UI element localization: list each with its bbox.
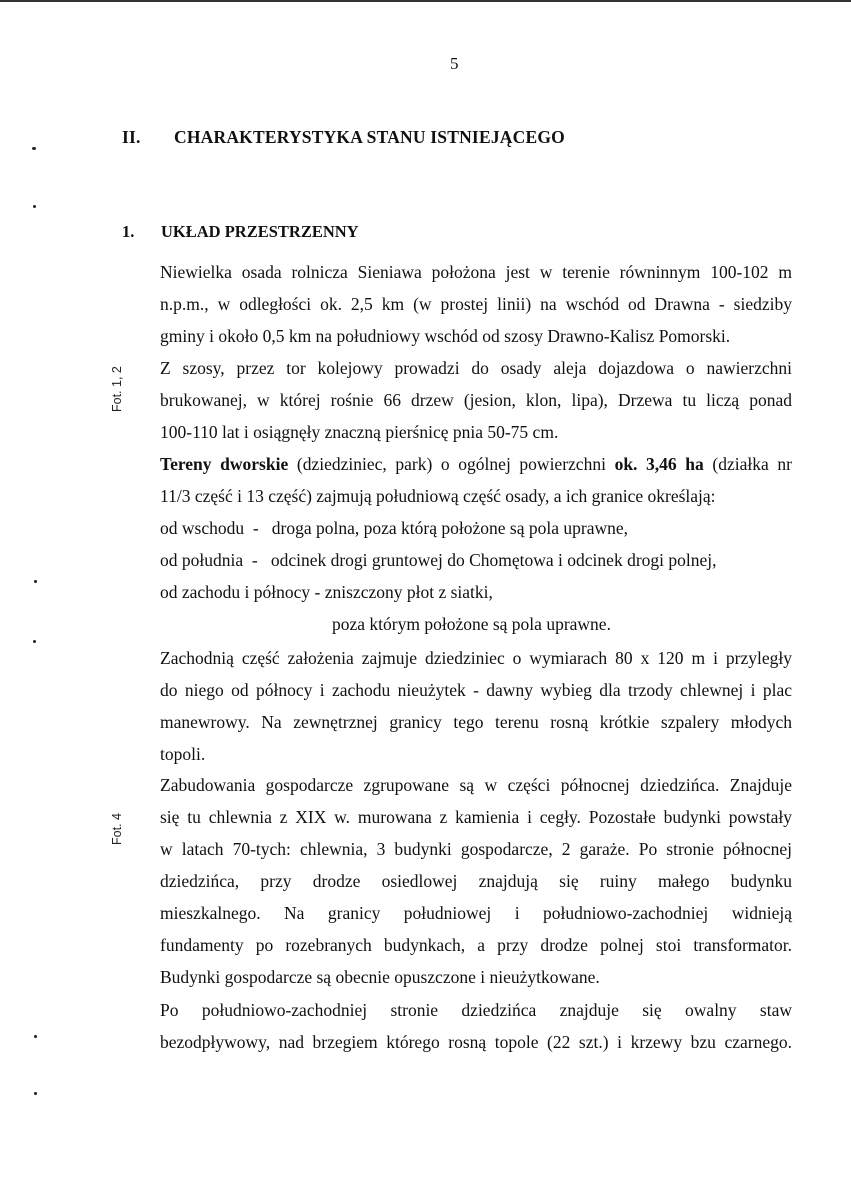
body-line: w latach 70-tych: chlewnia, 3 budynki gospodarcze, 2 garaże. Po stronie północnej [160, 839, 792, 859]
body-line: mieszkalnego. Na granicy południowej i południowo-zachodniej widnieją [160, 903, 792, 923]
scan-speck [34, 1092, 37, 1095]
body-line: Z szosy, przez tor kolejowy prowadzi do osady aleja dojazdowa o nawierzchni [160, 358, 792, 378]
body-line: dziedzińca, przy drodze osiedlowej znajdują się ruiny małego budynku [160, 871, 792, 891]
scan-speck [34, 1035, 37, 1038]
body-line: do niego od północy i zachodu nieużytek - dawny wybieg dla trzody chlewnej i plac [160, 680, 792, 700]
body-line: 100-110 lat i osiągnęły znaczną pierśnicę pnia 50-75 cm. [160, 422, 559, 442]
body-line: n.p.m., w odległości ok. 2,5 km (w prostej linii) na wschód od Drawna - siedziby [160, 294, 792, 314]
inline-text: (dziedziniec, park) o ogólnej powierzchni [288, 454, 615, 474]
scan-top-edge [0, 0, 851, 2]
body-line: Budynki gospodarcze są obecnie opuszczone i nieużytkowane. [160, 967, 600, 987]
body-line: manewrowy. Na zewnętrznej granicy tego terenu rosną krótkie szpalery młodych [160, 712, 792, 732]
section-title: UKŁAD PRZESTRZENNY [161, 222, 359, 241]
body-line: Zabudowania gospodarcze zgrupowane są w części północnej dziedzińca. Znajduje [160, 775, 792, 795]
body-line: gminy i około 0,5 km na południowy wschód od szosy Drawno-Kalisz Pomorski. [160, 326, 731, 346]
scan-speck [32, 147, 36, 150]
bold-area: ok. 3,46 ha [614, 454, 704, 474]
inline-text: (działka nr [703, 454, 792, 474]
body-line: Po południowo-zachodniej stronie dziedzińca znajduje się owalny staw [160, 1000, 792, 1020]
body-line: topoli. [160, 744, 206, 764]
scan-speck [34, 580, 37, 583]
boundary-west-north: od zachodu i północy - zniszczony płot z siatki, [160, 582, 493, 602]
chapter-numeral: II. [122, 127, 141, 147]
scan-speck [33, 205, 36, 208]
margin-note-photo-4: Fot. 4 [110, 813, 124, 845]
bold-term: Tereny dworskie [160, 454, 289, 474]
body-line: brukowanej, w której rośnie 66 drzew (jesion, klon, lipa), Drzewa tu liczą ponad [160, 390, 792, 410]
body-line: bezodpływowy, nad brzegiem którego rosną topole (22 szt.) i krzewy bzu czarnego. [160, 1032, 792, 1052]
body-line: fundamenty po rozebranych budynkach, a przy drodze polnej stoi transformator. [160, 935, 792, 955]
boundary-south: od południa - odcinek drogi gruntowej do Chomętowa i odcinek drogi polnej, [160, 550, 717, 570]
margin-note-photo-1-2: Fot. 1, 2 [110, 366, 124, 412]
boundary-west-north-cont: poza którym położone są pola uprawne. [332, 614, 611, 634]
scan-speck [33, 640, 36, 643]
body-line: Niewielka osada rolnicza Sieniawa położona jest w terenie równinnym 100-102 m [160, 262, 792, 282]
chapter-title: CHARAKTERYSTYKA STANU ISTNIEJĄCEGO [174, 127, 565, 147]
boundary-east: od wschodu - droga polna, poza którą położone są pola uprawne, [160, 518, 628, 538]
body-line: 11/3 część i 13 część) zajmują południową część osady, a ich granice określają: [160, 486, 716, 506]
body-line: się tu chlewnia z XIX w. murowana z kamienia i cegły. Pozostałe budynki powstały [160, 807, 792, 827]
body-line: Zachodnią część założenia zajmuje dziedziniec o wymiarach 80 x 120 m i przyległy [160, 648, 792, 668]
chapter-heading [122, 127, 565, 148]
section-heading [122, 222, 359, 242]
page-number: 5 [450, 54, 459, 73]
section-number: 1. [122, 222, 135, 241]
body-line-tereny [160, 454, 792, 475]
